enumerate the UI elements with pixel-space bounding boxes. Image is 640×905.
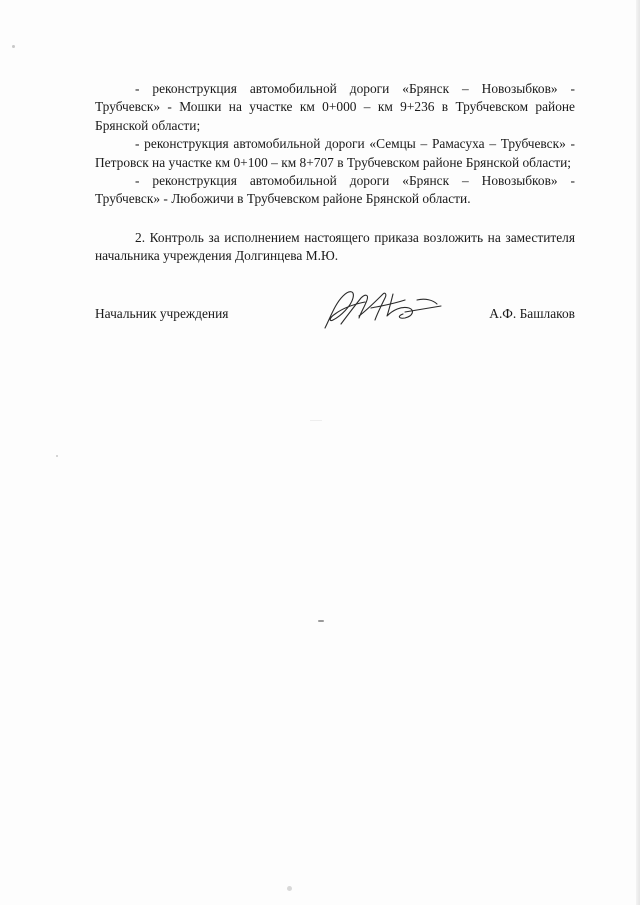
signatory-position: Начальник учреждения — [95, 306, 229, 321]
document-body — [95, 80, 575, 266]
paragraph-road-3: - реконструкция автомобильной дороги «Брянск – Новозыбков» - Трубчевск» - Любожичи в Трубчевском районе Брянской области. — [95, 173, 575, 207]
signature-block — [95, 302, 575, 338]
paragraph-spacer — [95, 209, 575, 229]
scan-speck — [56, 455, 58, 457]
scan-speck — [12, 45, 15, 48]
scan-edge — [636, 0, 640, 905]
paragraph-road-2: - реконструкция автомобильной дороги «Семцы – Рамасуха – Трубчевск» - Петровск на участке км 0+100 – км 8+707 в Трубчевском районе Брянской области; — [95, 136, 575, 170]
scan-speck — [310, 420, 322, 421]
scan-speck — [318, 620, 324, 622]
handwritten-signature — [321, 286, 445, 332]
paragraph-control: 2. Контроль за исполнением настоящего приказа возложить на заместителя начальника учреждения Долгинцева М.Ю. — [95, 229, 575, 264]
scan-speck — [287, 886, 292, 891]
paragraph-road-1: - реконструкция автомобильной дороги «Брянск – Новозыбков» - Трубчевск» - Мошки на участке км 0+000 – км 9+236 в Трубчевском районе Брянской области; — [95, 81, 575, 133]
signatory-name: А.Ф. Башлаков — [489, 306, 575, 321]
